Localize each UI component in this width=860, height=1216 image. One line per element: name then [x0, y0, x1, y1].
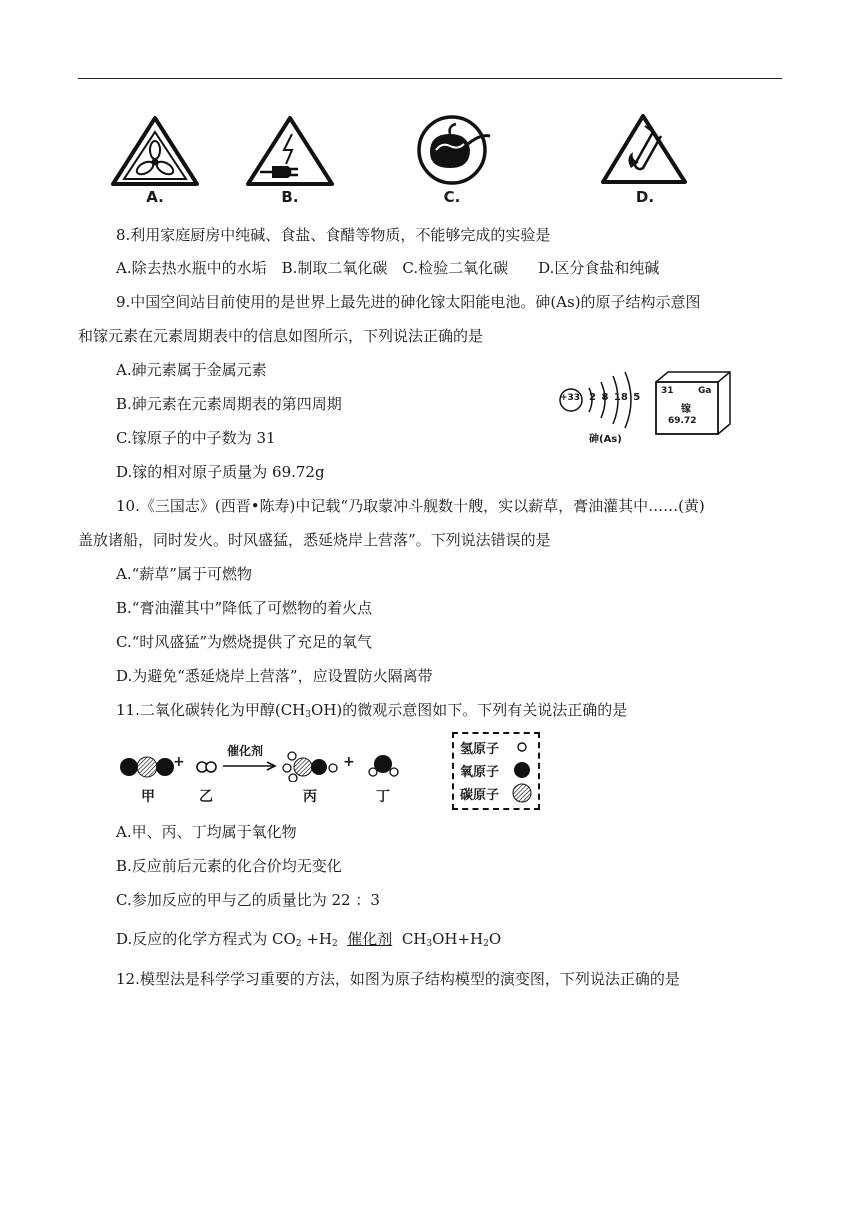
molecule-yi-label: 乙: [199, 789, 213, 805]
fan-warning-icon: [105, 112, 205, 187]
question-10-option-d: D.为避免“悉延烧岸上营落”，应设置防火隔离带: [116, 667, 433, 685]
sign-b-label: B.: [281, 188, 299, 206]
question-10-option-b: B.“膏油灌其中”降低了可燃物的着火点: [116, 599, 373, 617]
sign-c-label: C.: [443, 188, 461, 206]
question-10-option-a: A.“薪草”属于可燃物: [116, 565, 252, 583]
molecule-ding-label: 丁: [376, 789, 390, 805]
element-atomic-mass: 69.72: [668, 416, 697, 426]
question-10-option-c: C.“时风盛猛”为燃烧提供了充足的氧气: [116, 633, 373, 651]
sign-a: [105, 112, 205, 207]
element-symbol: Ga: [698, 386, 712, 396]
question-9-stem-line2: 和镓元素在元素周期表中的信息如图所示，下列说法正确的是: [78, 327, 484, 345]
sign-d: [595, 112, 695, 207]
question-9-option-b: B.砷元素在元素周期表的第四周期: [116, 395, 342, 413]
question-9-option-a: A.砷元素属于金属元素: [116, 361, 267, 379]
arsenic-atom-diagram: [555, 370, 645, 450]
question-8-stem: 8.利用家庭厨房中纯碱、食盐、食醋等物质，不能够完成的实验是: [116, 226, 551, 244]
question-11-option-c: C.参加反应的甲与乙的质量比为 22 ：3: [116, 891, 380, 909]
q11d-mid: +H: [301, 930, 332, 948]
plus-sign-1: +: [173, 754, 185, 770]
atom-shell-electrons: 2 8 18 5: [589, 392, 641, 403]
q11d-sub3: 3: [426, 939, 433, 949]
q11d-sub1: 2: [295, 939, 302, 949]
electric-plug-icon: [240, 112, 340, 187]
sign-a-label: A.: [146, 188, 164, 206]
q11d-sub2: 2: [331, 939, 338, 949]
question-11-stem: [116, 700, 627, 725]
legend-hydrogen: 氢原子: [460, 742, 500, 757]
molecule-bing-label: 丙: [303, 789, 317, 805]
reaction-diagram: [115, 742, 415, 805]
q11-stem-subscript: 3: [305, 710, 312, 720]
atom-nucleus-label: +33: [560, 393, 581, 403]
element-atomic-number: 31: [661, 386, 674, 396]
question-9-option-c: C.镓原子的中子数为 31: [116, 429, 276, 447]
element-name: 镓: [681, 404, 691, 415]
question-12-stem: 12.模型法是科学学习重要的方法，如图为原子结构模型的演变图，下列说法正确的是: [116, 970, 680, 988]
test-tube-heating-icon: [595, 112, 695, 187]
q11-stem-part2: OH)的微观示意图如下。下列有关说法正确的是: [311, 701, 628, 719]
question-10-stem-line2: 盖放诸船，同时发火。时风盛猛，悉延烧岸上营落”。下列说法错误的是: [78, 531, 551, 549]
sign-b: [240, 112, 340, 207]
question-9-option-d: D.镓的相对原子质量为 69.72g: [116, 463, 325, 481]
q11d-post-b: OH+H: [432, 930, 484, 948]
legend-carbon: 碳原子: [460, 788, 500, 803]
molecule-jia-label: 甲: [141, 789, 155, 805]
catalyst-label: 催化剂: [227, 744, 264, 758]
q11d-catalyst-condition: 催化剂: [347, 930, 393, 948]
gallium-element-cell: [652, 368, 734, 438]
question-8-options: A.除去热水瓶中的水垢 B.制取二氧化碳 C.检验二氧化碳 D.区分食盐和纯碱: [116, 259, 660, 277]
kettle-icon: [402, 112, 502, 187]
atom-legend: [452, 732, 540, 810]
q11d-post-c: O: [488, 930, 502, 948]
plus-sign-2: +: [343, 754, 355, 770]
question-10-stem-line1: 10.《三国志》(西晋•陈寿)中记载“乃取蒙冲斗舰数十艘，实以薪草，膏油灌其中……(黄): [116, 497, 705, 515]
legend-oxygen: 氧原子: [460, 765, 500, 780]
molecules-graphic: [115, 742, 415, 782]
question-9-stem-line1: 9.中国空间站目前使用的是世界上最先进的砷化镓太阳能电池。砷(As)的原子结构示意图: [116, 293, 701, 311]
q11-stem-part1: 11.二氧化碳转化为甲醇(CH: [116, 701, 306, 719]
legend-markers-graphic: [454, 734, 538, 808]
sign-c: [402, 112, 502, 207]
q11d-pre: D.反应的化学方程式为 CO: [116, 930, 296, 948]
question-11-option-a: A.甲、丙、丁均属于氧化物: [116, 823, 297, 841]
question-11-option-b: B.反应前后元素的化合价均无变化: [116, 857, 342, 875]
question-11-option-d: [116, 929, 501, 954]
sign-d-label: D.: [635, 188, 655, 206]
element-box-graphic: [652, 368, 734, 438]
q11d-sub4: 2: [483, 939, 489, 949]
atom-caption: 砷(As): [589, 434, 622, 445]
q11d-post-a: CH: [401, 930, 427, 948]
header-rule: [78, 78, 782, 79]
